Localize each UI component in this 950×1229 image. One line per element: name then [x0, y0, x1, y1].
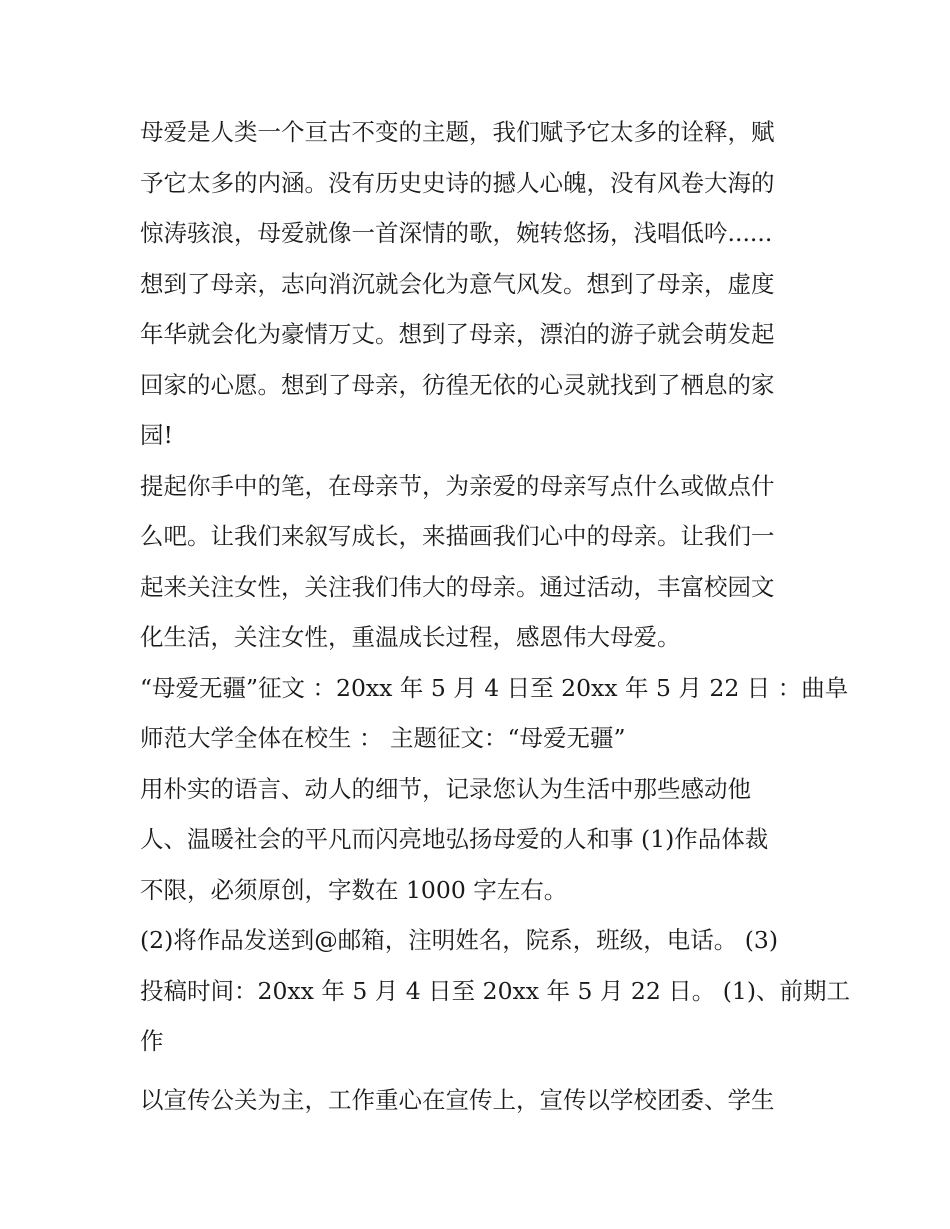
text-line: 惊涛骇浪，母爱就像一首深情的歌，婉转悠扬，浅唱低吟......: [140, 219, 773, 247]
text-line: 起来关注女性，关注我们伟大的母亲。通过活动，丰富校园文: [140, 572, 775, 601]
text-line: (2)将作品发送到@邮箱，注明姓名，院系，班级，电话。 (3): [140, 926, 779, 954]
text-line: 以宣传公关为主，工作重心在宣传上，宣传以学校团委、学生: [140, 1085, 775, 1114]
text-line: 母爱是人类一个亘古不变的主题，我们赋予它太多的诠释，赋: [140, 118, 775, 146]
text-line: “母爱无疆”征文 ：20xx 年 5 月 4 日至 20xx 年 5 月 22 日 ：曲阜: [140, 673, 849, 702]
text-line: 予它太多的内涵。没有历史史诗的撼人心魄，没有风卷大海的: [140, 168, 775, 197]
text-line: 人、温暖社会的平凡而闪亮地弘扬母爱的人和事 (1)作品体裁: [140, 825, 769, 853]
text-line: 回家的心愿。想到了母亲，彷徨无依的心灵就找到了栖息的家: [140, 370, 775, 399]
text-line: 师范大学全体在校生 ： 主题征文：“母爱无疆”: [140, 724, 626, 752]
text-line: 提起你手中的笔，在母亲节，为亲爱的母亲写点什么或做点什: [140, 471, 775, 500]
text-line: 作: [140, 1027, 164, 1055]
text-line: 投稿时间：20xx 年 5 月 4 日至 20xx 年 5 月 22 日。 (1)、前期工: [140, 976, 851, 1005]
text-line: 园!: [140, 421, 173, 449]
document-body: [140, 107, 851, 1125]
text-line: 想到了母亲，志向消沉就会化为意气风发。想到了母亲，虚度: [140, 269, 775, 298]
text-line: 不限，必须原创，字数在 1000 字左右。: [140, 875, 568, 904]
text-line: 化生活，关注女性，重温成长过程，感恩伟大母爱。: [140, 623, 681, 651]
paragraph-gap: [140, 1067, 820, 1075]
text-line: 年华就会化为豪情万丈。想到了母亲，漂泊的游子就会萌发起: [140, 320, 775, 348]
text-line: 用朴实的语言、动人的细节，记录您认为生活中那些感动他: [140, 774, 751, 803]
text-line: 么吧。让我们来叙写成长，来描画我们心中的母亲。让我们一: [140, 522, 775, 550]
